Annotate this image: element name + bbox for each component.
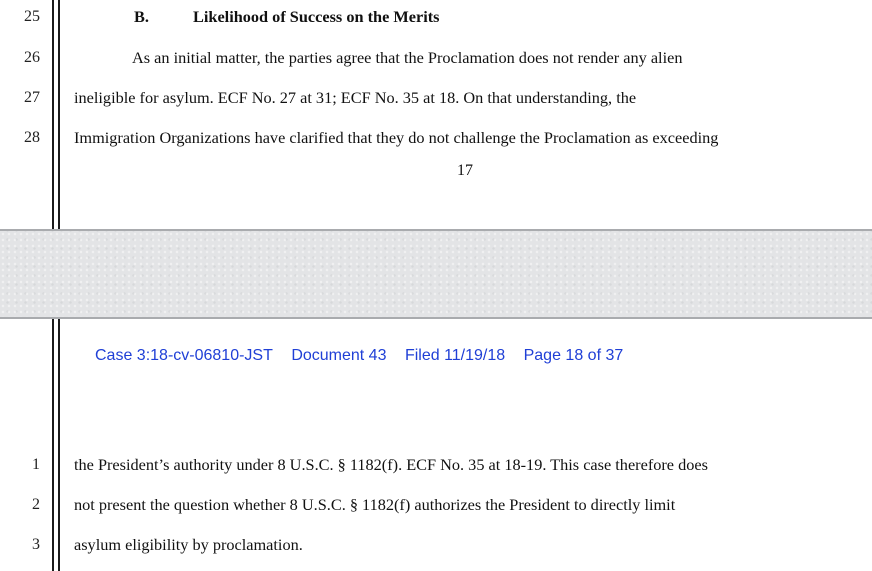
left-margin-rule-inner — [58, 319, 60, 571]
left-margin-rule-inner — [58, 0, 60, 229]
body-line-26: As an initial matter, the parties agree that the Proclamation does not render any alien — [132, 48, 683, 67]
document-page-18 — [0, 319, 872, 571]
body-line-1: the President’s authority under 8 U.S.C. § 1182(f). ECF No. 35 at 18-19. This case therefore does — [74, 455, 708, 474]
body-line-28: Immigration Organizations have clarified that they do not challenge the Proclamation as exceeding — [74, 128, 719, 147]
line-number-2: 2 — [32, 496, 40, 513]
section-title: Likelihood of Success on the Merits — [193, 7, 440, 26]
left-margin-rule — [52, 319, 54, 571]
line-number-25: 25 — [24, 8, 40, 25]
line-number-26: 26 — [24, 49, 40, 66]
body-line-3: asylum eligibility by proclamation. — [74, 535, 303, 554]
line-number-1: 1 — [32, 456, 40, 473]
body-line-27: ineligible for asylum. ECF No. 27 at 31; ECF No. 35 at 18. On that understanding, the — [74, 88, 637, 107]
line-number-28: 28 — [24, 129, 40, 146]
case-header — [95, 346, 623, 366]
page-separator — [0, 229, 872, 319]
line-number-3: 3 — [32, 536, 40, 553]
document-number: Document 43 — [291, 347, 387, 364]
page-number: 17 — [457, 162, 473, 179]
page-of-total: Page 18 of 37 — [523, 347, 624, 364]
filed-date: Filed 11/19/18 — [404, 347, 506, 364]
left-margin-rule — [52, 0, 54, 229]
line-number-27: 27 — [24, 89, 40, 106]
body-line-2: not present the question whether 8 U.S.C. § 1182(f) authorizes the President to directly limit — [74, 495, 676, 514]
case-number: Case 3:18-cv-06810-JST — [95, 347, 273, 364]
document-page-17 — [0, 0, 872, 229]
section-letter: B. — [134, 7, 149, 26]
